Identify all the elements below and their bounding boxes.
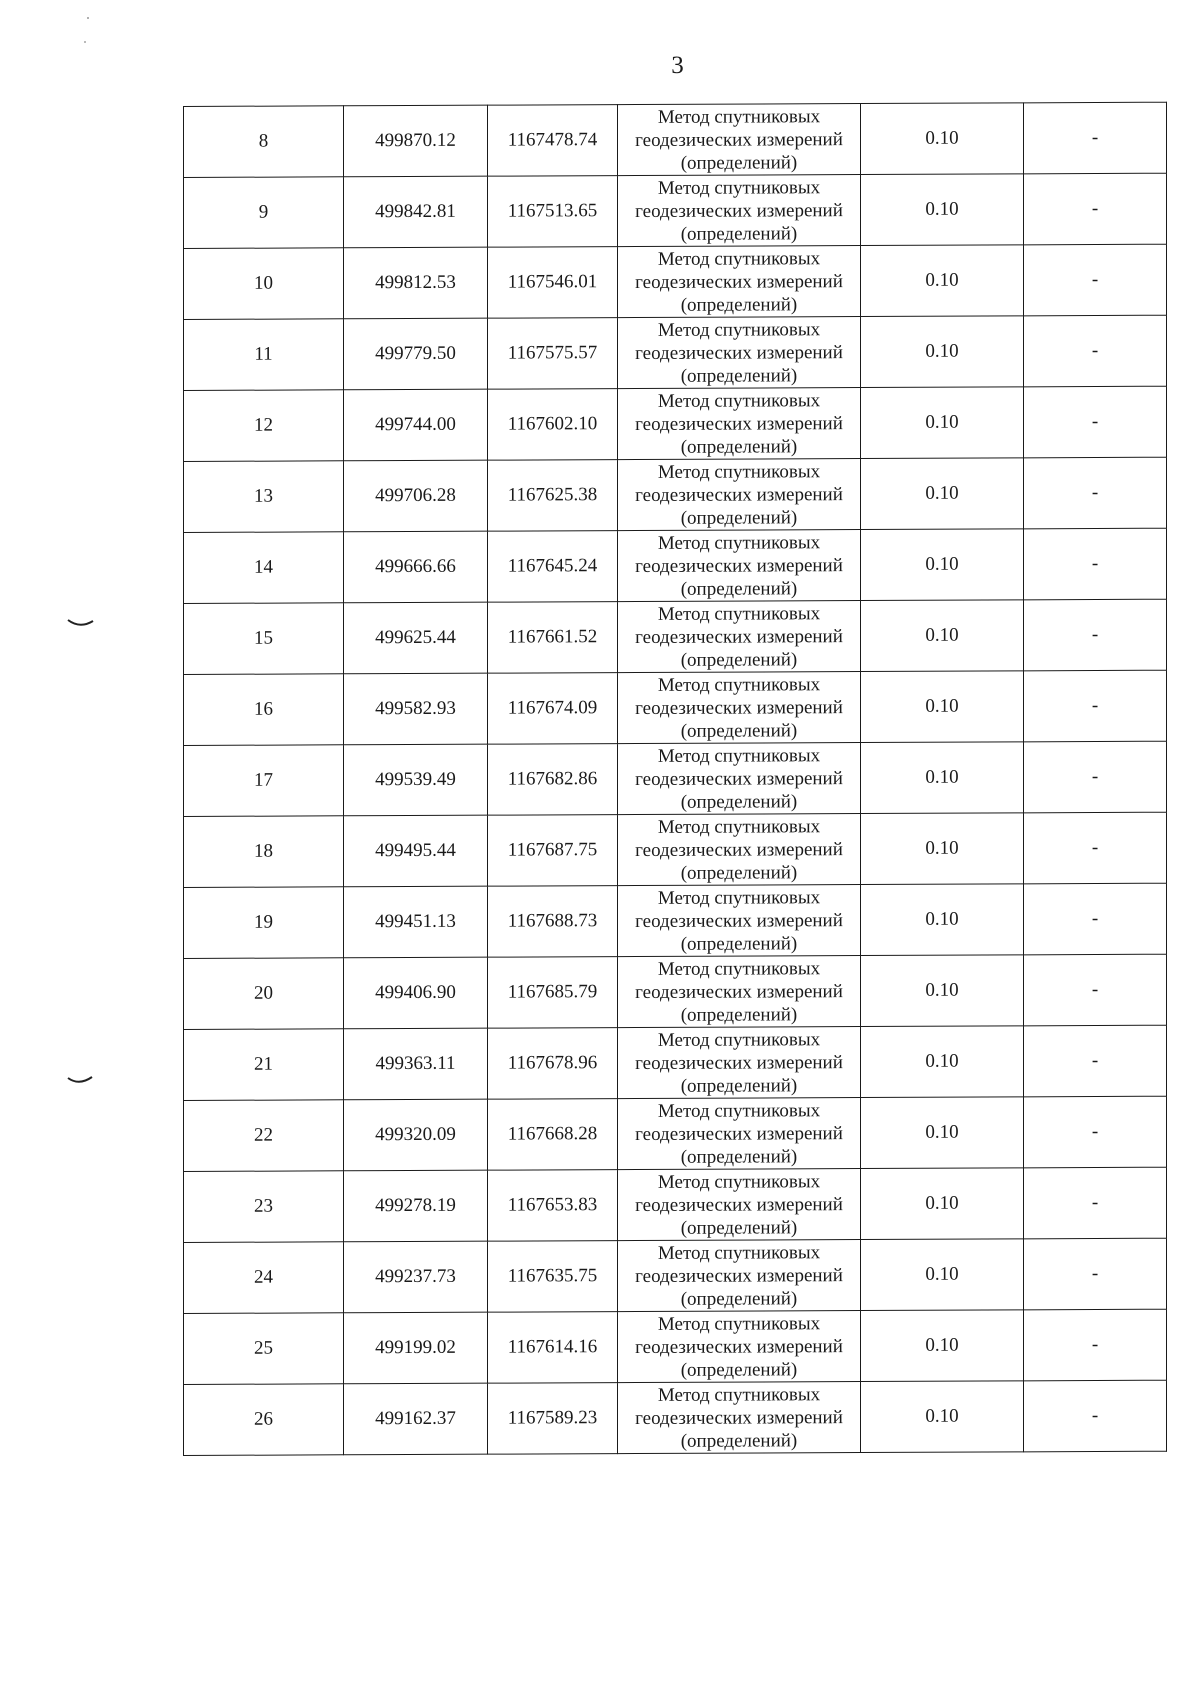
point-number-cell: 16 — [184, 674, 344, 746]
method-line: Метод спутниковых — [657, 744, 821, 767]
description-cell: - — [1024, 102, 1167, 174]
point-number-cell: 21 — [184, 1029, 344, 1101]
method-line: Метод спутниковых — [657, 176, 821, 199]
table-row — [184, 102, 1167, 177]
accuracy-cell: 0.10 — [861, 1097, 1024, 1169]
point-number-cell: 20 — [184, 958, 344, 1030]
coordinate-y-cell: 1167589.23 — [488, 1383, 618, 1455]
method-line: (определений) — [680, 1074, 798, 1097]
description-cell: - — [1024, 244, 1167, 316]
method-line: (определений) — [680, 1358, 798, 1381]
method-line: геодезических измерений — [635, 1264, 843, 1287]
coordinate-y-cell: 1167546.01 — [488, 247, 618, 319]
method-line: Метод спутниковых — [657, 957, 821, 980]
coordinate-x-cell: 499779.50 — [344, 318, 488, 390]
coordinate-y-cell: 1167668.28 — [488, 1099, 618, 1171]
coordinate-x-cell: 499406.90 — [344, 957, 488, 1029]
coordinate-y-cell: 1167614.16 — [488, 1312, 618, 1384]
accuracy-cell: 0.10 — [861, 742, 1024, 814]
method-cell — [618, 1027, 861, 1099]
description-cell: - — [1024, 741, 1167, 813]
description-cell: - — [1024, 1025, 1167, 1097]
table-row — [184, 1238, 1167, 1313]
method-line: Метод спутниковых — [657, 389, 821, 412]
accuracy-cell: 0.10 — [861, 1239, 1024, 1311]
method-line: геодезических измерений — [635, 199, 843, 222]
accuracy-cell: 0.10 — [861, 103, 1024, 175]
coordinate-x-cell: 499237.73 — [344, 1241, 488, 1313]
method-line: (определений) — [680, 1287, 798, 1310]
table-row — [184, 812, 1167, 887]
method-line: Метод спутниковых — [657, 1241, 821, 1264]
method-cell — [618, 814, 861, 886]
coordinate-y-cell: 1167688.73 — [488, 886, 618, 958]
method-line: геодезических измерений — [635, 412, 843, 435]
method-cell — [618, 388, 861, 460]
coordinate-y-cell: 1167678.96 — [488, 1028, 618, 1100]
method-cell — [618, 317, 861, 389]
method-line: геодезических измерений — [635, 767, 843, 790]
method-line: (определений) — [680, 364, 798, 387]
method-line: (определений) — [680, 435, 798, 458]
description-cell: - — [1024, 173, 1167, 245]
coordinate-x-cell: 499451.13 — [344, 886, 488, 958]
page-number: 3 — [671, 52, 684, 79]
method-line: Метод спутниковых — [657, 1028, 821, 1051]
description-cell: - — [1024, 1309, 1167, 1381]
description-cell: - — [1024, 386, 1167, 458]
accuracy-cell: 0.10 — [861, 174, 1024, 246]
scan-speck — [82, 14, 94, 46]
method-line: (определений) — [680, 648, 798, 671]
method-cell — [618, 1240, 861, 1312]
table-row — [184, 528, 1167, 603]
coordinate-x-cell: 499162.37 — [344, 1383, 488, 1455]
coordinate-x-cell: 499706.28 — [344, 460, 488, 532]
method-line: геодезических измерений — [635, 270, 843, 293]
method-cell — [618, 885, 861, 957]
method-line: (определений) — [680, 1003, 798, 1026]
coordinate-x-cell: 499278.19 — [344, 1170, 488, 1242]
description-cell: - — [1024, 1238, 1167, 1310]
point-number-cell: 17 — [184, 745, 344, 817]
method-line: геодезических измерений — [635, 1193, 843, 1216]
point-number-cell: 10 — [184, 248, 344, 320]
method-line: геодезических измерений — [635, 696, 843, 719]
point-number-cell: 11 — [184, 319, 344, 391]
method-line: Метод спутниковых — [657, 815, 821, 838]
method-line: геодезических измерений — [635, 483, 843, 506]
method-line: геодезических измерений — [635, 838, 843, 861]
point-number-cell: 12 — [184, 390, 344, 462]
description-cell: - — [1024, 812, 1167, 884]
table-row — [184, 1309, 1167, 1384]
coordinate-y-cell: 1167635.75 — [488, 1241, 618, 1313]
table-row — [184, 741, 1167, 816]
coordinate-y-cell: 1167685.79 — [488, 957, 618, 1029]
method-cell — [618, 459, 861, 531]
description-cell: - — [1024, 1096, 1167, 1168]
table-row — [184, 457, 1167, 532]
method-line: геодезических измерений — [635, 1051, 843, 1074]
description-cell: - — [1024, 883, 1167, 955]
description-cell: - — [1024, 954, 1167, 1026]
point-number-cell: 14 — [184, 532, 344, 604]
description-cell: - — [1024, 1167, 1167, 1239]
coordinate-x-cell: 499744.00 — [344, 389, 488, 461]
table-row — [184, 386, 1167, 461]
point-number-cell: 15 — [184, 603, 344, 675]
coordinate-x-cell: 499582.93 — [344, 673, 488, 745]
coordinate-y-cell: 1167575.57 — [488, 318, 618, 390]
coordinate-y-cell: 1167661.52 — [488, 602, 618, 674]
description-cell: - — [1024, 315, 1167, 387]
accuracy-cell: 0.10 — [861, 1168, 1024, 1240]
method-cell — [618, 1311, 861, 1383]
accuracy-cell: 0.10 — [861, 1026, 1024, 1098]
coordinates-table — [183, 102, 1167, 1456]
method-line: геодезических измерений — [635, 128, 843, 151]
method-line: (определений) — [680, 222, 798, 245]
accuracy-cell: 0.10 — [861, 458, 1024, 530]
method-cell — [618, 1169, 861, 1241]
method-line: Метод спутниковых — [657, 602, 821, 625]
coordinate-x-cell: 499812.53 — [344, 247, 488, 319]
method-line: (определений) — [680, 577, 798, 600]
table-body — [184, 102, 1167, 1455]
coordinate-y-cell: 1167687.75 — [488, 815, 618, 887]
table-row — [184, 670, 1167, 745]
description-cell: - — [1024, 599, 1167, 671]
method-line: геодезических измерений — [635, 1335, 843, 1358]
table-row — [184, 1025, 1167, 1100]
method-line: геодезических измерений — [635, 1406, 843, 1429]
coordinate-x-cell: 499842.81 — [344, 176, 488, 248]
method-line: Метод спутниковых — [657, 318, 821, 341]
method-line: Метод спутниковых — [657, 1383, 821, 1406]
description-cell: - — [1024, 1380, 1167, 1452]
table-row — [184, 1096, 1167, 1171]
point-number-cell: 23 — [184, 1171, 344, 1243]
point-number-cell: 8 — [184, 106, 344, 178]
coordinate-x-cell: 499363.11 — [344, 1028, 488, 1100]
coordinate-y-cell: 1167625.38 — [488, 460, 618, 532]
point-number-cell: 9 — [184, 177, 344, 249]
table-row — [184, 1167, 1167, 1242]
method-line: Метод спутниковых — [657, 1312, 821, 1335]
method-line: (определений) — [680, 932, 798, 955]
accuracy-cell: 0.10 — [861, 316, 1024, 388]
method-line: Метод спутниковых — [657, 247, 821, 270]
coordinate-y-cell: 1167478.74 — [488, 105, 618, 177]
method-line: Метод спутниковых — [657, 531, 821, 554]
method-line: геодезических измерений — [635, 341, 843, 364]
method-line: геодезических измерений — [635, 980, 843, 1003]
method-line: Метод спутниковых — [657, 673, 821, 696]
accuracy-cell: 0.10 — [861, 1381, 1024, 1453]
coordinate-y-cell: 1167653.83 — [488, 1170, 618, 1242]
method-line: Метод спутниковых — [657, 886, 821, 909]
method-line: Метод спутниковых — [657, 1099, 821, 1122]
coordinate-x-cell: 499199.02 — [344, 1312, 488, 1384]
point-number-cell: 18 — [184, 816, 344, 888]
coordinate-y-cell: 1167645.24 — [488, 531, 618, 603]
accuracy-cell: 0.10 — [861, 529, 1024, 601]
method-line: (определений) — [680, 1145, 798, 1168]
coordinate-x-cell: 499539.49 — [344, 744, 488, 816]
point-number-cell: 24 — [184, 1242, 344, 1314]
method-line: Метод спутниковых — [657, 460, 821, 483]
description-cell: - — [1024, 528, 1167, 600]
method-cell — [618, 1098, 861, 1170]
method-cell — [618, 246, 861, 318]
coordinate-x-cell: 499870.12 — [344, 105, 488, 177]
method-line: (определений) — [680, 719, 798, 742]
coordinate-y-cell: 1167682.86 — [488, 744, 618, 816]
point-number-cell: 25 — [184, 1313, 344, 1385]
coordinate-x-cell: 499666.66 — [344, 531, 488, 603]
method-line: (определений) — [680, 293, 798, 316]
accuracy-cell: 0.10 — [861, 1310, 1024, 1382]
point-number-cell: 13 — [184, 461, 344, 533]
method-cell — [618, 743, 861, 815]
method-cell — [618, 530, 861, 602]
coordinate-x-cell: 499320.09 — [344, 1099, 488, 1171]
method-line: геодезических измерений — [635, 1122, 843, 1145]
table-row — [184, 599, 1167, 674]
method-line: (определений) — [680, 506, 798, 529]
accuracy-cell: 0.10 — [861, 813, 1024, 885]
method-line: (определений) — [680, 861, 798, 884]
description-cell: - — [1024, 670, 1167, 742]
description-cell: - — [1024, 457, 1167, 529]
method-cell — [618, 956, 861, 1028]
table-row — [184, 244, 1167, 319]
point-number-cell: 19 — [184, 887, 344, 959]
accuracy-cell: 0.10 — [861, 955, 1024, 1027]
method-line: Метод спутниковых — [657, 105, 821, 128]
table-row — [184, 954, 1167, 1029]
method-line: геодезических измерений — [635, 554, 843, 577]
table-row — [184, 173, 1167, 248]
coordinate-y-cell: 1167513.65 — [488, 176, 618, 248]
hole-punch-mark — [66, 1075, 96, 1087]
method-line: Метод спутниковых — [657, 1170, 821, 1193]
method-line: (определений) — [680, 790, 798, 813]
accuracy-cell: 0.10 — [861, 245, 1024, 317]
table-row — [184, 1380, 1167, 1455]
coordinate-x-cell: 499495.44 — [344, 815, 488, 887]
method-line: геодезических измерений — [635, 625, 843, 648]
method-cell — [618, 104, 861, 176]
method-line: геодезических измерений — [635, 909, 843, 932]
point-number-cell: 22 — [184, 1100, 344, 1172]
method-cell — [618, 1382, 861, 1454]
table-row — [184, 315, 1167, 390]
table-row — [184, 883, 1167, 958]
accuracy-cell: 0.10 — [861, 387, 1024, 459]
method-cell — [618, 672, 861, 744]
method-line: (определений) — [680, 1429, 798, 1452]
coordinate-y-cell: 1167674.09 — [488, 673, 618, 745]
method-line: (определений) — [680, 1216, 798, 1239]
coordinate-y-cell: 1167602.10 — [488, 389, 618, 461]
method-line: (определений) — [680, 151, 798, 174]
accuracy-cell: 0.10 — [861, 884, 1024, 956]
point-number-cell: 26 — [184, 1384, 344, 1456]
accuracy-cell: 0.10 — [861, 671, 1024, 743]
method-cell — [618, 601, 861, 673]
method-cell — [618, 175, 861, 247]
coordinate-x-cell: 499625.44 — [344, 602, 488, 674]
hole-punch-mark — [66, 617, 96, 629]
accuracy-cell: 0.10 — [861, 600, 1024, 672]
